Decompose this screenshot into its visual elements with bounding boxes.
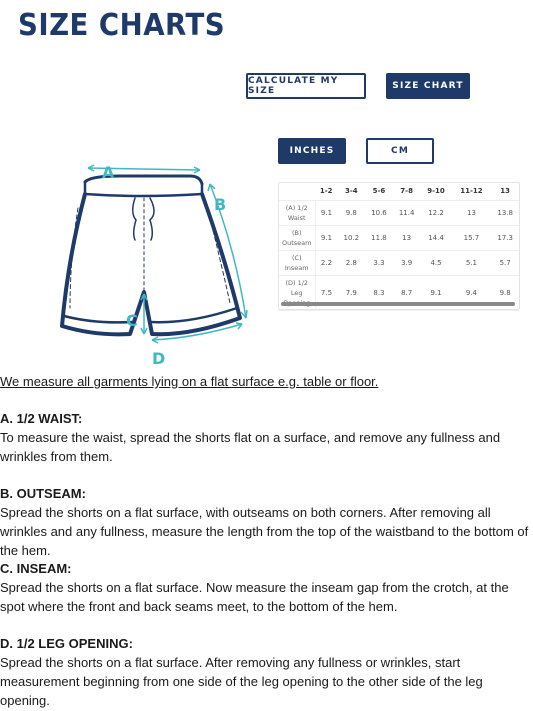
section-text-waist: To measure the waist, spread the shorts flat on a surface, and remove any fullness and wrinkles from them.: [0, 430, 501, 464]
table-cell: 9.1: [315, 225, 337, 250]
table-cell: 10.6: [365, 200, 393, 225]
section-heading-outseam: B. OUTSEAM:: [0, 486, 86, 501]
row-label-line: Leg: [290, 288, 303, 297]
label-a: A: [102, 163, 115, 182]
table-cell: 9.8: [337, 200, 365, 225]
column-header: 1-2: [315, 183, 337, 200]
table-cell: 13: [393, 225, 421, 250]
table-cell: 3.9: [393, 250, 421, 275]
row-label-line: (C): [291, 253, 302, 262]
table-horizontal-scrollbar[interactable]: [281, 302, 515, 306]
table-row: [279, 250, 519, 275]
column-header: 3-4: [337, 183, 365, 200]
column-header: 5-6: [365, 183, 393, 200]
row-label-line: (A) 1/2: [285, 203, 308, 212]
row-label: [279, 225, 315, 250]
section-text-leg-opening: Spread the shorts on a flat surface. After removing any fullness or wrinkles, start measurement beginning from one side of the leg opening to the other side of the leg opening.: [0, 655, 483, 708]
row-label-line: (D) 1/2: [285, 278, 309, 287]
section-heading-leg-opening: D. 1/2 LEG OPENING:: [0, 636, 133, 651]
table-cell: 17.3: [491, 225, 519, 250]
table-cell: 8.3: [365, 275, 393, 310]
table-cell: 12.2: [420, 200, 451, 225]
row-label-line: Outseam: [282, 238, 312, 247]
table-cell: 15.7: [452, 225, 492, 250]
table-corner-cell: [279, 183, 315, 200]
row-label: [279, 250, 315, 275]
table-cell: 9.8: [491, 275, 519, 310]
size-table: [279, 183, 519, 311]
row-label-line: (B): [291, 228, 302, 237]
table-row: [279, 200, 519, 225]
table-cell: 7.5: [315, 275, 337, 310]
table-cell: 7.9: [337, 275, 365, 310]
label-d: D: [152, 349, 166, 368]
section-heading-waist: A. 1/2 WAIST:: [0, 411, 83, 426]
table-row: [279, 225, 519, 250]
label-c: C: [126, 311, 138, 330]
calculate-my-size-button[interactable]: CALCULATE MY SIZE: [246, 73, 366, 99]
section-text-outseam: Spread the shorts on a flat surface, with outseams on both corners. After removing all wrinkles and any fullness, measure the length from the top of the waistband to the bottom of the hem.: [0, 505, 529, 558]
row-label: [279, 200, 315, 225]
section-text-inseam: Spread the shorts on a flat surface. Now measure the inseam gap from the crotch, at the spot where the front and back seams meet, to the bottom of the hem.: [0, 580, 509, 614]
table-cell: 9.4: [452, 275, 492, 310]
size-chart-button[interactable]: SIZE CHART: [386, 73, 470, 99]
section-heading-inseam: C. INSEAM:: [0, 561, 72, 576]
table-cell: 4.5: [420, 250, 451, 275]
table-cell: 5.1: [452, 250, 492, 275]
table-header-row: [279, 183, 519, 200]
page-title: SIZE CHARTS: [18, 8, 226, 43]
inches-toggle-button[interactable]: INCHES: [278, 138, 346, 164]
size-table-container: [278, 182, 520, 310]
table-cell: 8.7: [393, 275, 421, 310]
table-cell: 13.8: [491, 200, 519, 225]
table-cell: 11.4: [393, 200, 421, 225]
row-label-line: Inseam: [284, 263, 309, 272]
column-header: 11-12: [452, 183, 492, 200]
label-b: B: [214, 195, 227, 214]
row-label-line: Waist: [287, 213, 306, 222]
table-cell: 2.8: [337, 250, 365, 275]
column-header: 9-10: [420, 183, 451, 200]
table-cell: 9.1: [420, 275, 451, 310]
cm-toggle-button[interactable]: CM: [366, 138, 434, 164]
table-cell: 14.4: [420, 225, 451, 250]
table-cell: 13: [452, 200, 492, 225]
table-cell: 3.3: [365, 250, 393, 275]
table-cell: 9.1: [315, 200, 337, 225]
table-cell: 11.8: [365, 225, 393, 250]
table-cell: 2.2: [315, 250, 337, 275]
table-cell: 5.7: [491, 250, 519, 275]
shorts-diagram: [40, 158, 270, 370]
table-cell: 10.2: [337, 225, 365, 250]
column-header: 7-8: [393, 183, 421, 200]
measurement-intro: We measure all garments lying on a flat surface e.g. table or floor.: [0, 374, 379, 389]
column-header: 13: [491, 183, 519, 200]
